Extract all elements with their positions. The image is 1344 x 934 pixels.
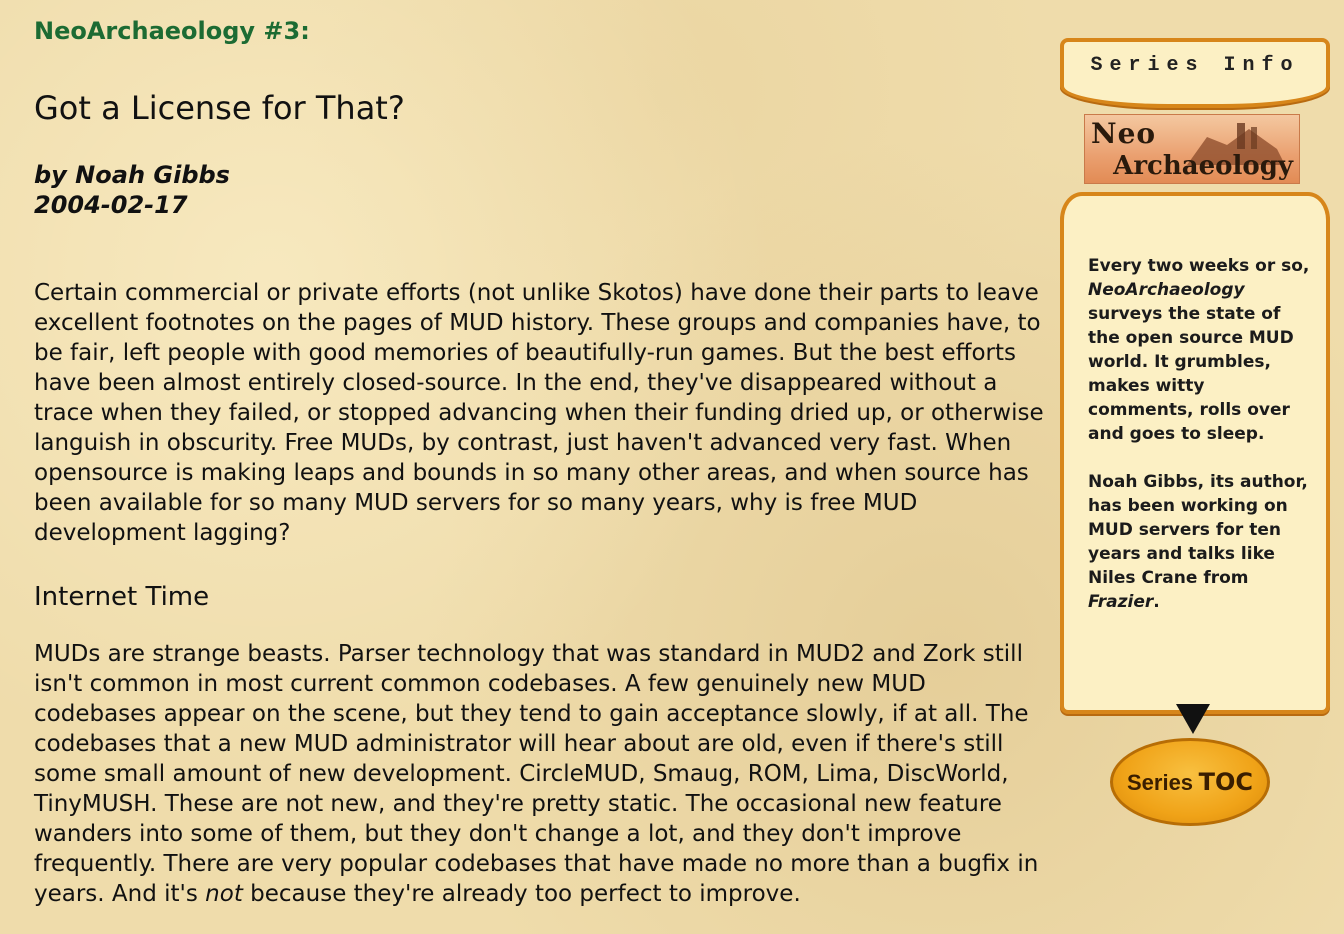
intro-paragraph: Certain commercial or private efforts (not unlike Skotos) have done their parts to leave excellent footnotes on the pages of MUD history. These groups and companies have, to be fair, left people with good memories of beautifully-run games. But the best efforts have been almost entirely closed-source. In the end, they've disappeared without a trace when they failed, or stopped advancing when their funding dried up, or otherwise languish in obscurity. Free MUDs, by contrast, just haven't advanced very fast. When opensource is making leaps and bounds in so many other areas, and when source has been available for so many MUD servers for so many years, why is free MUD development lagging? xyxy=(34,280,1044,546)
publish-date: 2004-02-17 xyxy=(34,191,188,219)
article xyxy=(34,14,1044,909)
body-text-start: MUDs are strange beasts. Parser technology that was standard in MUD2 and Zork still isn't common in most current common codebases. A few genuinely new MUD codebases appear on the scene, but they tend to gain acceptance slowly, if at all. The codebases that a new MUD administrator will hear about are old, even if there's still some small amount of new development. CircleMUD, Smaug, ROM, Lima, DiscWorld, TinyMUSH. These are not new, and they're pretty static. The occasional new feature wanders into some of them, but they don't change a lot, and they don't improve frequently. There are very popular codebases that have made no more than a bugfix in years. And it's xyxy=(34,641,1039,907)
author: by Noah Gibbs xyxy=(34,161,230,189)
series-toc-button[interactable] xyxy=(1110,738,1270,826)
blurb-text-end: surveys the state of the open source MUD world. It grumbles, makes witty comments, rolls over and goes to sleep. xyxy=(1088,304,1294,444)
series-label: NeoArchaeology #3: xyxy=(34,17,310,45)
logo-neo-text: Neo xyxy=(1091,117,1157,150)
series-description xyxy=(1088,254,1314,638)
series-info-body-scroll xyxy=(1060,192,1330,714)
page-title: Got a License for That? xyxy=(34,89,405,127)
neoarchaeology-logo[interactable] xyxy=(1084,114,1300,184)
series-info-sidebar xyxy=(1058,36,1328,836)
byline xyxy=(34,160,1044,220)
toc-label: TOC xyxy=(1198,768,1254,796)
series-info-header-scroll xyxy=(1060,38,1330,108)
blurb-series-name: NeoArchaeology xyxy=(1088,280,1245,300)
down-arrow-icon xyxy=(1176,704,1210,736)
author-blurb xyxy=(1088,470,1314,614)
series-blurb xyxy=(1088,254,1314,446)
body-text-end: because they're already too perfect to improve. xyxy=(242,881,801,907)
blurb-text: Every two weeks or so, xyxy=(1088,256,1310,276)
logo-archaeology-text: Archaeology xyxy=(1113,151,1293,181)
toc-series-label: Series xyxy=(1126,770,1194,795)
section-heading: Internet Time xyxy=(34,582,210,612)
emphasis-not: not xyxy=(205,881,243,907)
author-blurb-text: Noah Gibbs, its author, has been working on MUD servers for ten years and talks like Niles Crane from xyxy=(1088,472,1308,588)
author-blurb-show: Frazier xyxy=(1088,592,1154,612)
body-paragraph xyxy=(34,639,1044,909)
author-blurb-end: . xyxy=(1153,592,1160,612)
series-info-heading: Series Info xyxy=(1090,54,1300,77)
